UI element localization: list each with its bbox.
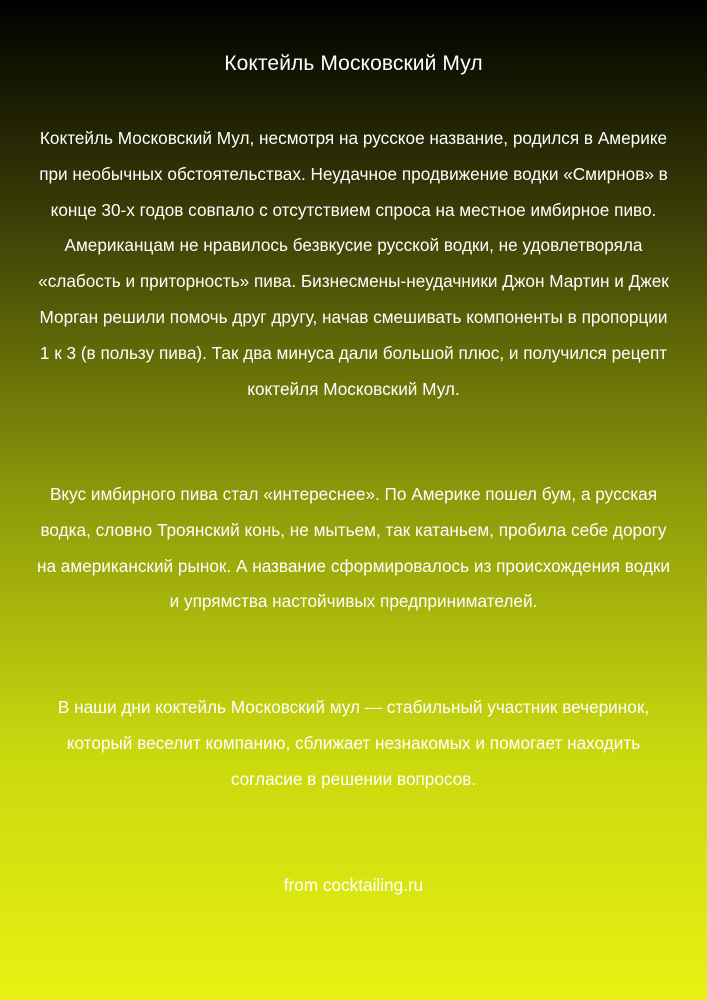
page-title: Коктейль Московский Мул [224,52,483,75]
paragraph-history: Коктейль Московский Мул, несмотря на русское название, родился в Америке при необычных обстоятельствах. Неудачное продвижение водки «Смирнов» в конце 30-х годов совпало с отсутствием спроса на местное имбирное пиво. Американцам не нравилось безвкусие русской водки, не удовлетворяла «слабость и приторность» пива. Бизнесмены-неудачники Джон Мартин и Джек Морган решили помочь друг другу, начав смешивать компоненты в пропорции 1 к 3 (в пользу пива). Так два минуса дали большой плюс, и получился рецепт коктейля Московский Мул. [38,128,669,399]
paragraph-taste: Вкус имбирного пива стал «интереснее». По Америке пошел бум, а русская водка, словно Троянский конь, не мытьем, так катаньем, пробила себе дорогу на американский рынок. А название сформировалось из происхождения водки и упрямства настойчивых предпринимателей. [36,484,671,612]
paragraph-today: В наши дни коктейль Московский мул — стабильный участник вечеринок, который веселит компанию, сближает незнакомых и помогает находить согласие в решении вопросов. [57,697,650,789]
source-credit: from cocktailing.ru [283,875,424,895]
